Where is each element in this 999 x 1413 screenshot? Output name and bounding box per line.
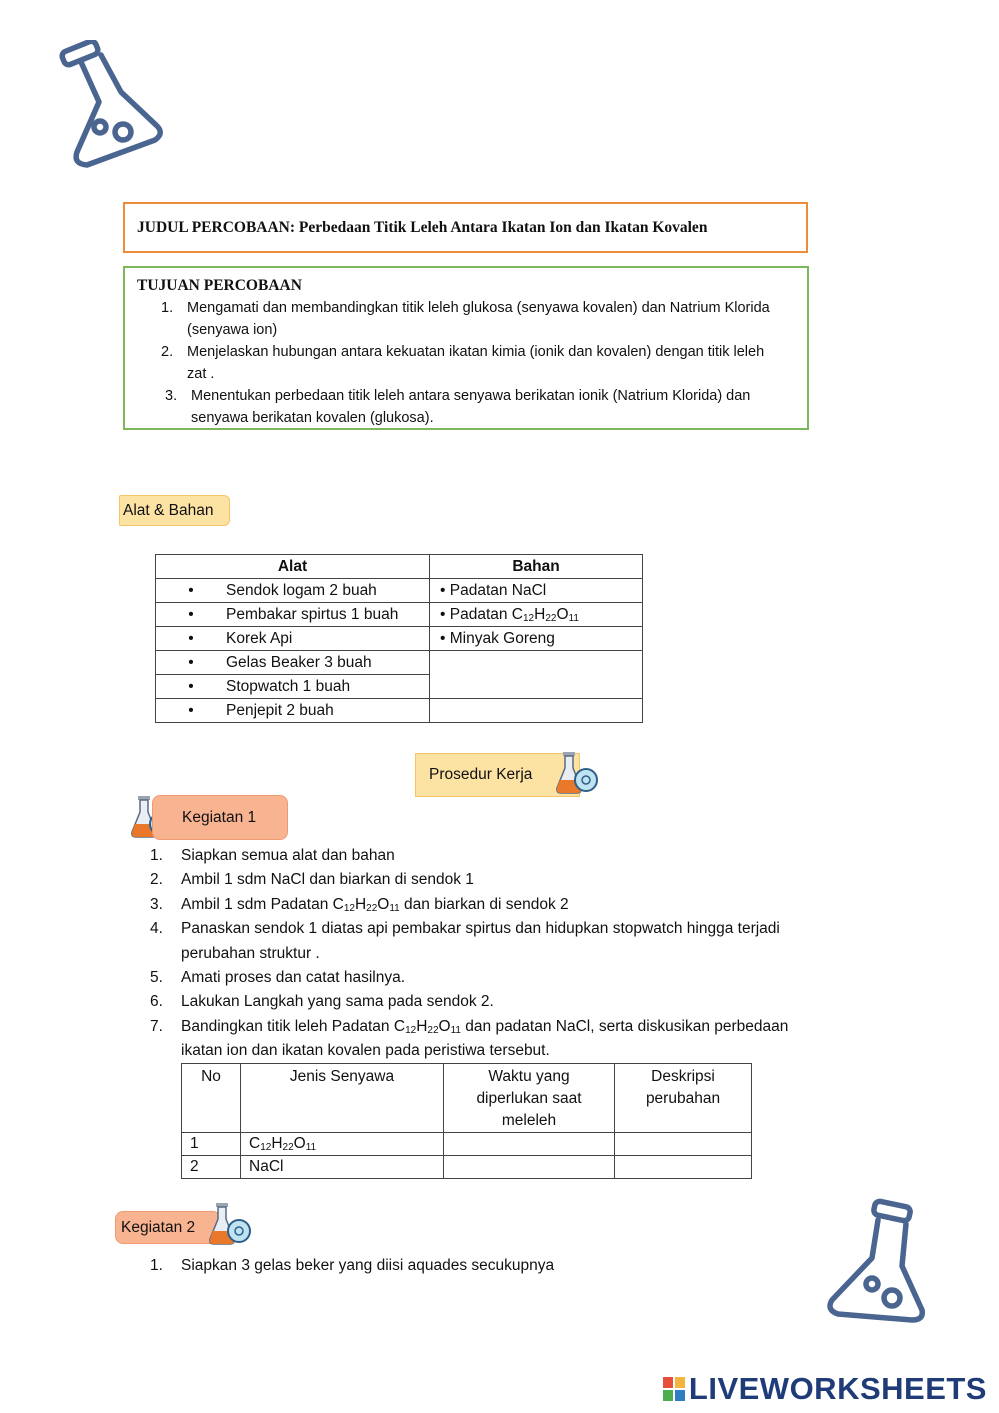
column-header: Jenis Senyawa <box>241 1064 444 1133</box>
tool-cell: • Sendok logam 2 buah <box>156 579 430 603</box>
cell-description-input[interactable] <box>615 1133 752 1156</box>
column-header: Bahan <box>430 555 643 579</box>
brand-name: LIVEWORKSHEETS <box>688 1371 987 1406</box>
brand-block <box>663 1390 673 1401</box>
list-item <box>137 341 795 385</box>
objectives-list <box>137 297 795 429</box>
column-header: Waktu yang diperlukan saat meleleh <box>444 1064 615 1133</box>
column-header: No <box>182 1064 241 1133</box>
list-item: 4. Panaskan sendok 1 diatas api pembakar spirtus dan hidupkan stopwatch hingga terjadi perubahan struktur . <box>150 920 780 962</box>
section-tag-kegiatan-2 <box>115 1211 221 1244</box>
tool-cell: • Pembakar spirtus 1 buah <box>156 603 430 627</box>
column-header: Deskripsi perubahan <box>615 1064 752 1133</box>
cell-description-input[interactable] <box>615 1156 752 1179</box>
item-number: 2. <box>161 344 174 360</box>
table-row <box>156 603 643 627</box>
experiment-title: JUDUL PERCOBAAN: Perbedaan Titik Leleh Antara Ikatan Ion dan Ikatan Kovalen <box>123 202 808 253</box>
list-item: 7. Bandingkan titik leleh Padatan $C_{12}H_{22}O_{11}$ dan padatan NaCl, serta diskusikan perbedaan ikatan ion dan ikatan kovalen pada peristiwa tersebut. <box>150 1017 789 1060</box>
table-row <box>156 651 643 675</box>
lab-flask-icon <box>207 1201 251 1247</box>
item-text: Menjelaskan hubungan antara kekuatan ikatan kimia (ionik dan kovalen) dengan titik leleh <box>187 344 765 360</box>
cell-compound: $C_{12}H_{22}O_{11}$ <box>241 1133 444 1156</box>
item-text: zat . <box>187 366 215 382</box>
table-header-row <box>182 1064 752 1133</box>
brand-mark-icon <box>663 1377 685 1401</box>
item-text: (senyawa ion) <box>187 322 278 338</box>
observation-table <box>181 1063 752 1179</box>
cell-no: 2 <box>182 1156 241 1179</box>
section-tag-kegiatan-1 <box>152 795 288 840</box>
material-cell: • Minyak Goreng <box>430 627 643 651</box>
flask-icon <box>55 40 170 175</box>
list-item: 1. Siapkan 3 gelas beker yang diisi aquades secukupnya <box>150 1257 555 1274</box>
list-item: 5. Amati proses dan catat hasilnya. <box>150 969 406 987</box>
procedure-steps-2 <box>150 1254 554 1278</box>
tag-label: Kegiatan 2 <box>121 1218 196 1236</box>
table-row <box>182 1133 752 1156</box>
table-row <box>156 699 643 723</box>
tool-cell: • Gelas Beaker 3 buah <box>156 651 430 675</box>
list-item: 1. Siapkan semua alat dan bahan <box>150 847 395 864</box>
brand-block <box>675 1390 685 1401</box>
list-item <box>137 385 795 429</box>
tool-cell: • Korek Api <box>156 627 430 651</box>
item-text: Mengamati dan membandingkan titik leleh glukosa (senyawa kovalen) dan Natrium Klorida <box>187 300 770 316</box>
list-item: 2. Ambil 1 sdm NaCl dan biarkan di sendok 1 <box>150 871 474 889</box>
tag-label: Prosedur Kerja <box>429 766 533 783</box>
list-item <box>137 297 795 341</box>
procedure-steps-1 <box>150 844 850 1064</box>
tag-label: Alat & Bahan <box>123 501 214 519</box>
item-text: Menentukan perbedaan titik leleh antara senyawa berikatan ionik (Natrium Klorida) dan <box>191 388 751 404</box>
cell-no: 1 <box>182 1133 241 1156</box>
list-item: 6. Lakukan Langkah yang sama pada sendok 2. <box>150 993 494 1011</box>
material-cell: • Padatan NaCl <box>430 579 643 603</box>
tool-cell: • Penjepit 2 buah <box>156 699 430 723</box>
objectives-box <box>123 266 809 430</box>
materials-table <box>155 554 643 723</box>
objectives-heading: TUJUAN PERCOBAAN <box>137 277 302 294</box>
cell-time-input[interactable] <box>444 1133 615 1156</box>
cell-compound: NaCl <box>241 1156 444 1179</box>
material-cell <box>430 699 643 723</box>
list-item: 3. Ambil 1 sdm Padatan $C_{12}H_{22}O_{11}$ dan biarkan di sendok 2 <box>150 895 569 914</box>
item-number: 3. <box>165 388 178 404</box>
flask-icon <box>822 1198 932 1330</box>
column-header: Alat <box>156 555 430 579</box>
material-cell: • Padatan $C_{12}H_{22}O_{11}$ <box>430 603 643 627</box>
table-row <box>156 627 643 651</box>
table-header-row <box>156 555 643 579</box>
brand-block <box>663 1377 673 1388</box>
cell-time-input[interactable] <box>444 1156 615 1179</box>
table-row <box>182 1156 752 1179</box>
section-tag-alat-bahan <box>119 495 230 526</box>
tag-label: Kegiatan 1 <box>182 808 257 826</box>
table-row <box>156 579 643 603</box>
brand-logo <box>663 1371 987 1407</box>
item-text: senyawa berikatan kovalen (glukosa). <box>191 410 434 426</box>
tool-cell: • Stopwatch 1 buah <box>156 675 430 699</box>
item-number: 1. <box>161 300 174 316</box>
lab-flask-icon <box>554 750 598 796</box>
material-cell <box>430 651 643 699</box>
brand-block <box>675 1377 685 1388</box>
